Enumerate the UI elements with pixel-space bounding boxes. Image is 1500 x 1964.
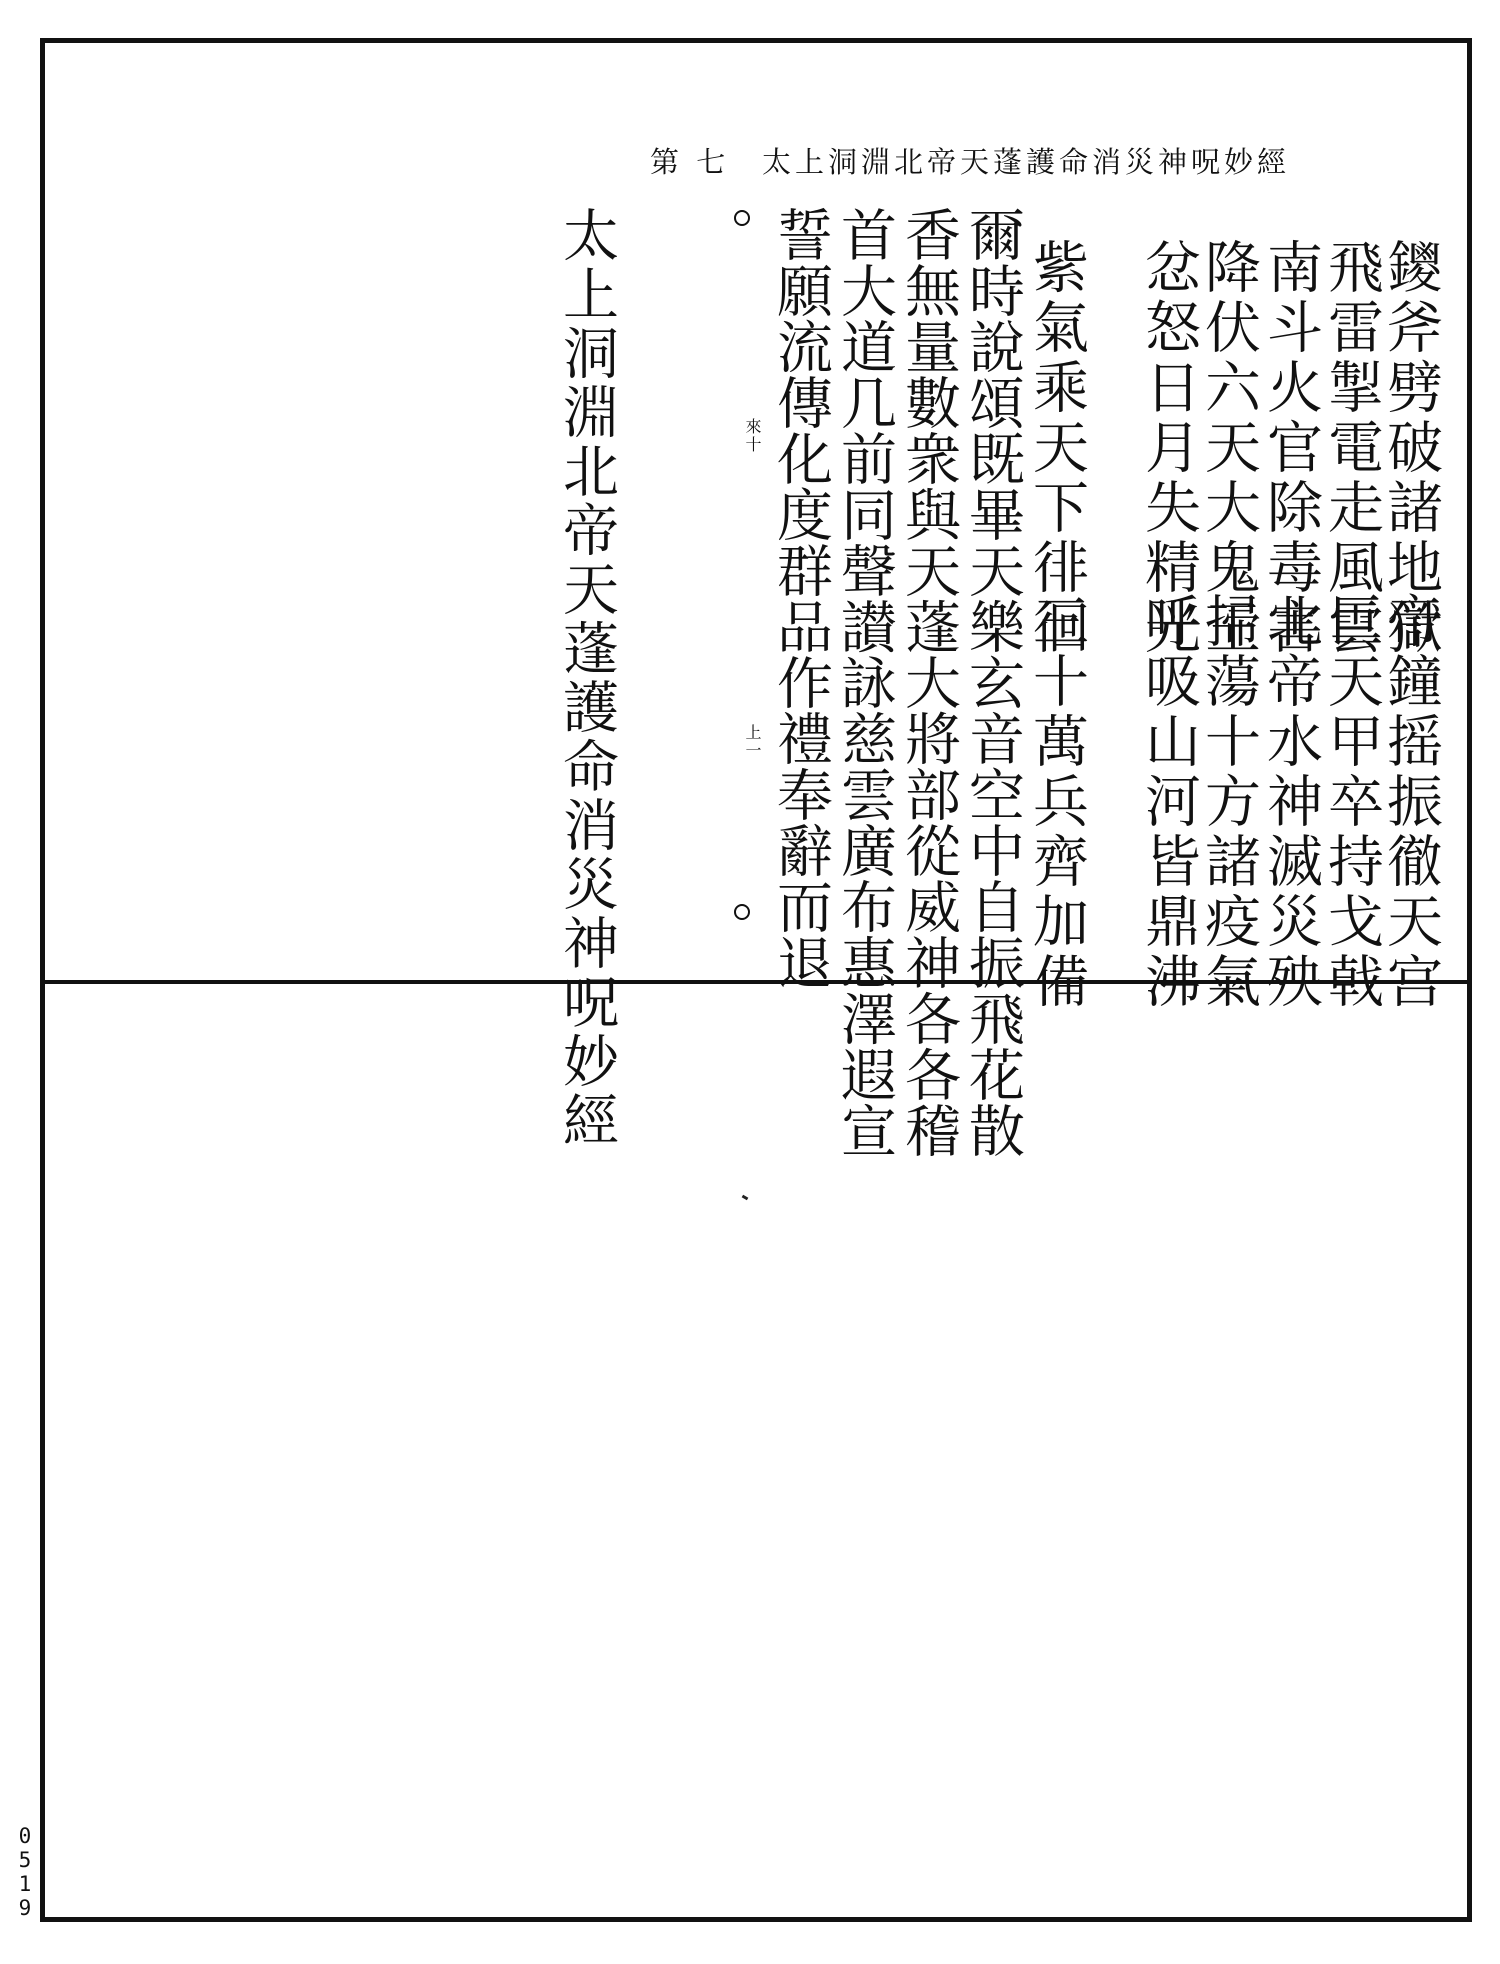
verse-column-2-top: 飛雷掣電走風雲 — [1319, 238, 1384, 658]
verse-column-6-top: 紫氣乘天下徘徊 — [1024, 238, 1089, 658]
circle-mark-top — [734, 210, 750, 226]
verse-column-4-top: 降伏六天大鬼王 — [1196, 238, 1261, 658]
reel-number: 0519 — [13, 1824, 37, 1920]
running-title: 太上洞淵北帝天蓬護命消災神呪妙經 — [762, 145, 1291, 179]
verse-column-5-bottom: 呼吸山河皆鼎沸 — [1136, 592, 1201, 1012]
prose-column-4: 誓願流傳化度群品作禮奉辭而退 — [768, 206, 833, 990]
colophon-title: 太上洞淵北帝天蓬護命消災神呪妙經 — [554, 206, 619, 1150]
verse-column-2-bottom: 巨天甲卒持戈戟 — [1319, 592, 1384, 1012]
page-marker: 第 七 — [650, 145, 730, 179]
prose-column-3: 首大道几前同聲讃詠慈雲廣布惠澤遐宣 — [832, 206, 897, 1158]
verse-column-3-top: 南斗火官除毒害 — [1258, 238, 1323, 658]
verse-column-1-top: 鑁斧劈破諸地獄 — [1378, 238, 1443, 658]
prose-column-1: 爾時說頌既畢天樂玄音空中自振飛花散 — [960, 206, 1025, 1158]
verse-column-5-top: 忿怒日月失精光 — [1136, 238, 1201, 658]
verse-column-1-bottom: 帝鐘摇振徹天宫 — [1378, 592, 1443, 1012]
circle-mark-bottom — [734, 904, 750, 920]
annotation-low: 上一 — [743, 724, 762, 760]
verse-column-6-bottom: 三十萬兵齊加備 — [1024, 592, 1089, 1012]
verse-column-3-bottom: 北帝水神滅災殃 — [1258, 592, 1323, 1012]
prose-column-2: 香無量數衆與天蓬大將部從威神各各稽 — [896, 206, 961, 1158]
annotation-mid: 來十 — [743, 418, 762, 454]
verse-column-4-bottom: 掃蕩十方諸疫氣 — [1196, 592, 1261, 1012]
